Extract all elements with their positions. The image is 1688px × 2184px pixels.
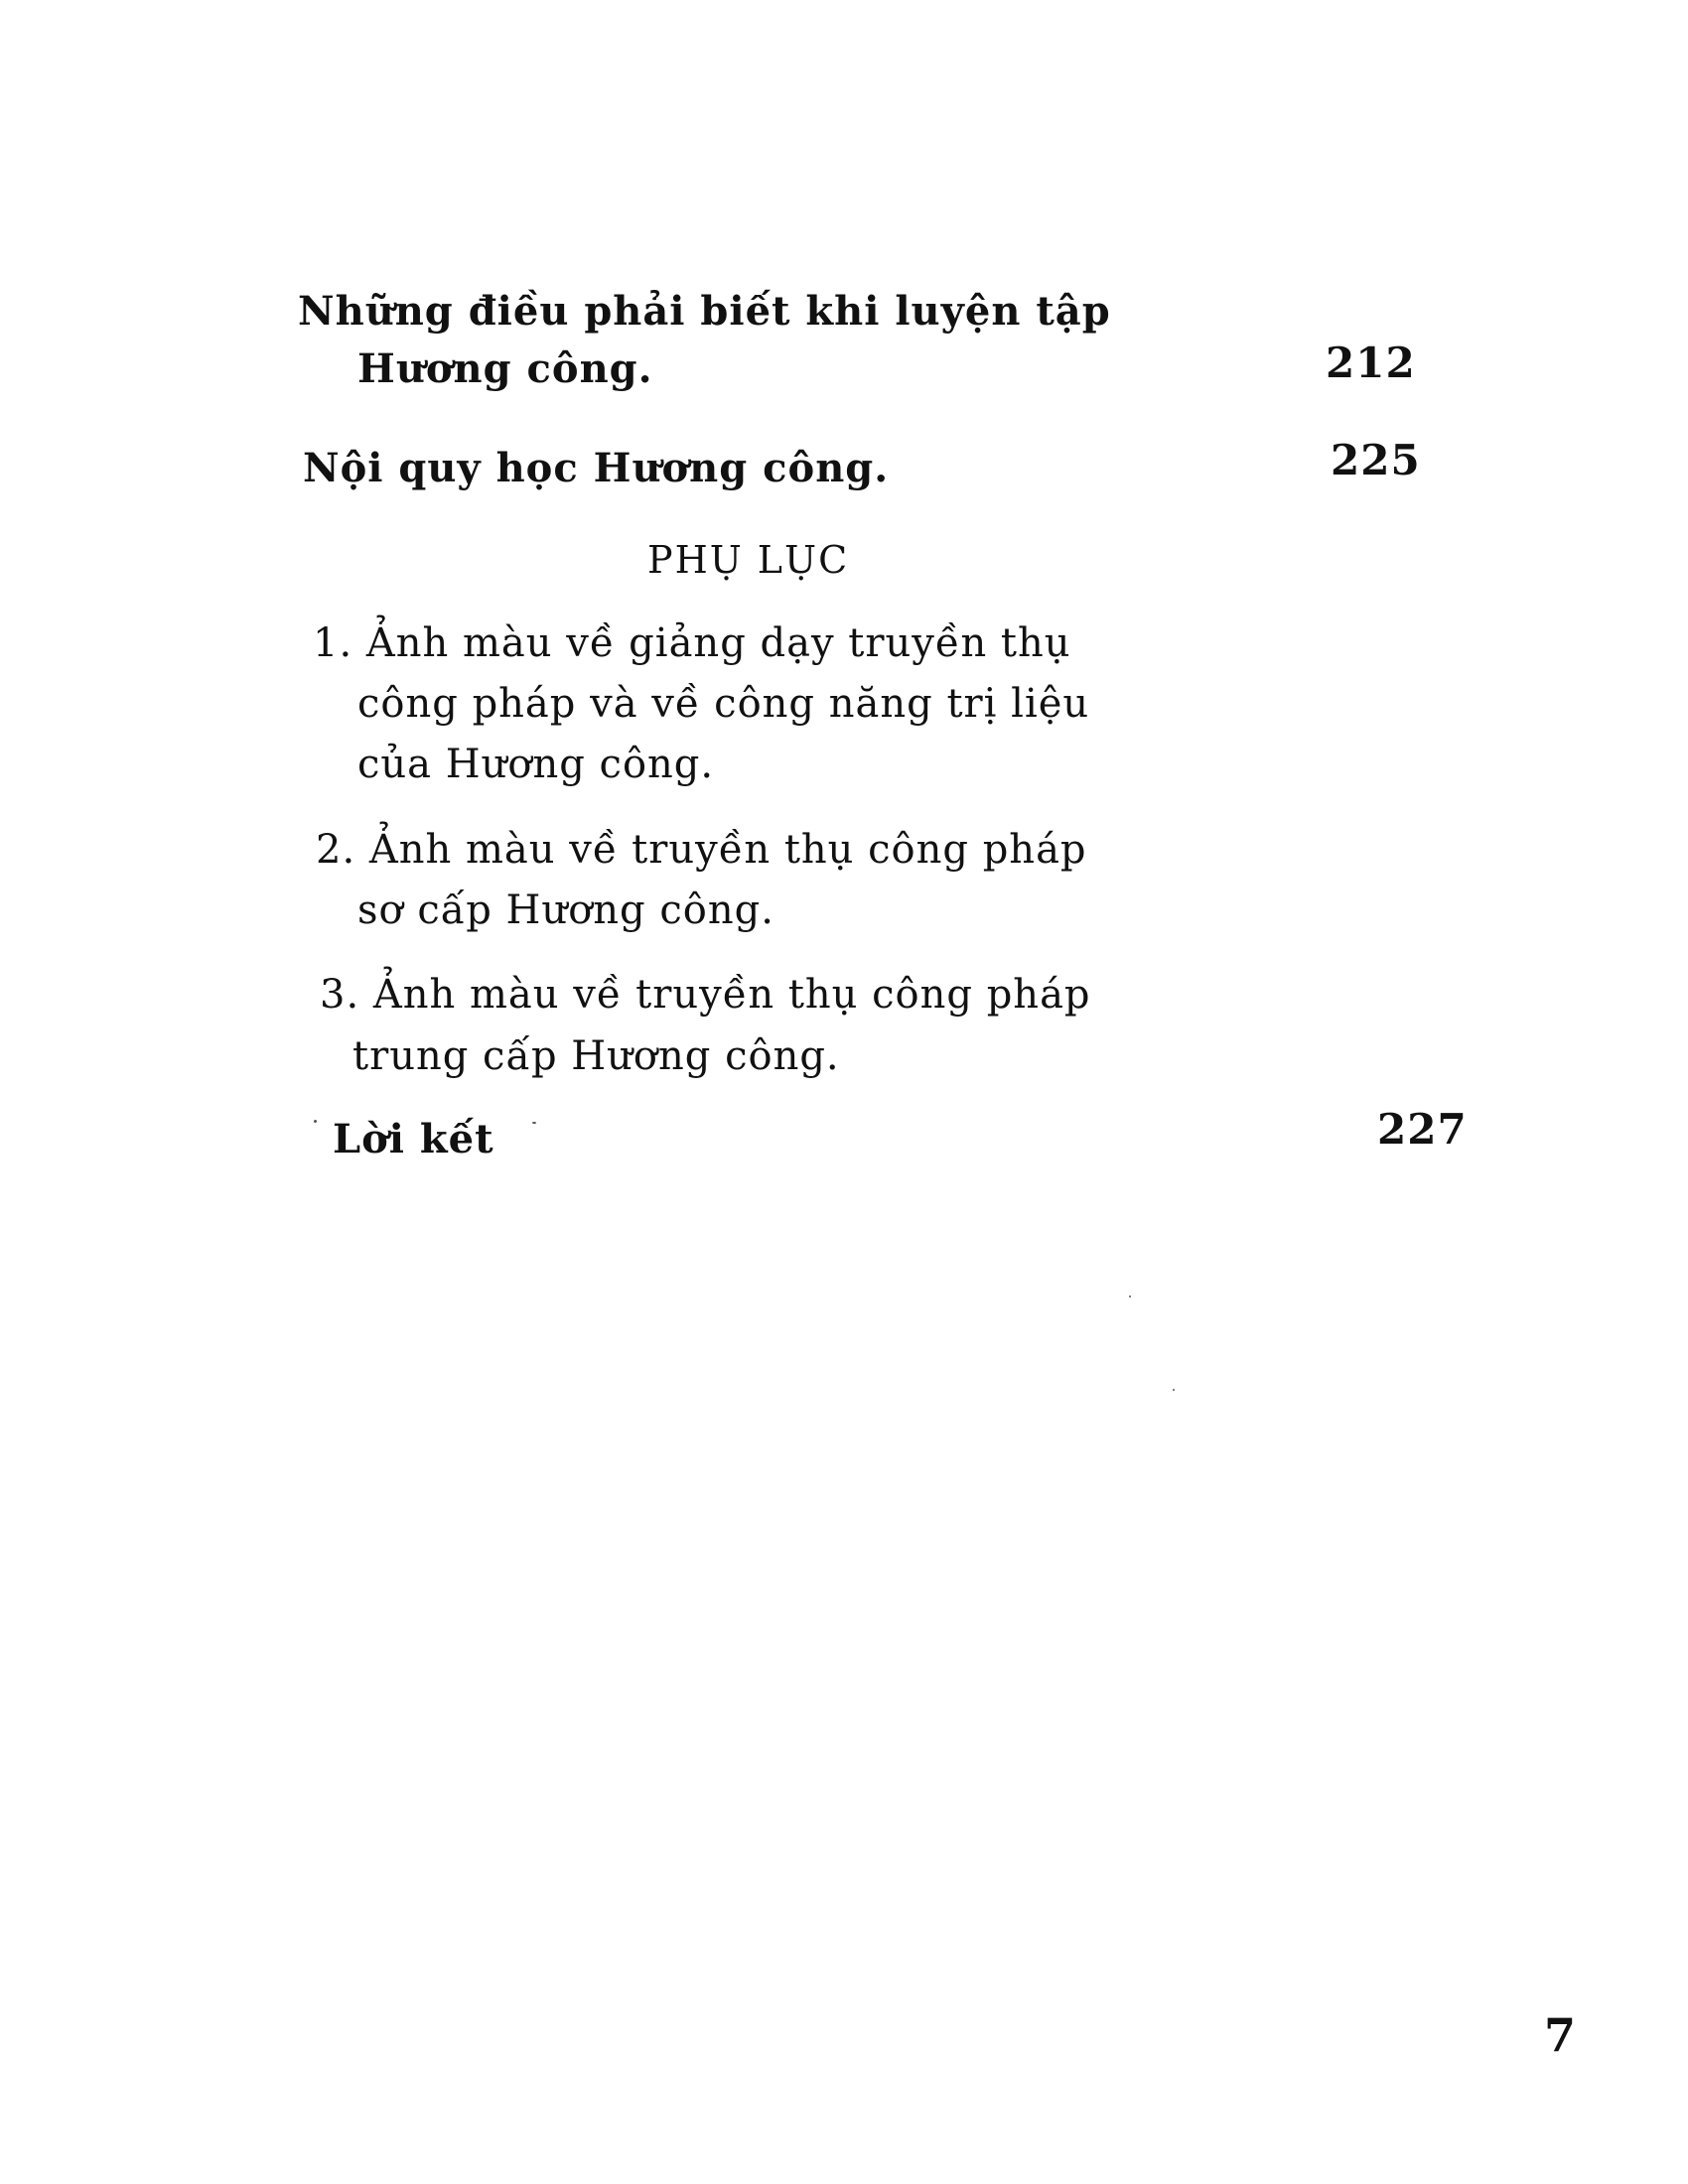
appendix-item-2-line-2: sơ cấp Hương công.: [357, 887, 774, 933]
closing-title: Lời kết: [333, 1116, 494, 1162]
appendix-item-3-line-1: 3. Ảnh màu về truyền thụ công pháp: [320, 972, 1091, 1018]
appendix-item-2-line-1: 2. Ảnh màu về truyền thụ công pháp: [316, 827, 1087, 873]
page-number: 7: [1544, 2008, 1577, 2062]
appendix-heading: PHỤ LỤC: [647, 538, 850, 582]
toc-entry-1-page: 212: [1326, 339, 1416, 387]
toc-entry-1-line-2: Hương công.: [357, 345, 653, 392]
appendix-item-1-line-2: công pháp và về công năng trị liệu: [357, 681, 1090, 727]
scan-speck: [1173, 1389, 1175, 1391]
scan-speck: [314, 1120, 317, 1123]
scan-speck: [1129, 1296, 1131, 1297]
appendix-item-1-line-1: 1. Ảnh màu về giảng dạy truyền thụ: [313, 620, 1071, 666]
toc-entry-2-page: 225: [1331, 436, 1421, 484]
closing-page: 227: [1377, 1105, 1468, 1154]
appendix-item-3-line-2: trung cấp Hương công.: [352, 1033, 840, 1079]
toc-entry-2-title: Nội quy học Hương công.: [303, 445, 890, 491]
appendix-item-1-line-3: của Hương công.: [357, 742, 715, 787]
scan-speck: [532, 1122, 536, 1124]
toc-entry-1-line-1: Những điều phải biết khi luyện tập: [298, 288, 1111, 335]
